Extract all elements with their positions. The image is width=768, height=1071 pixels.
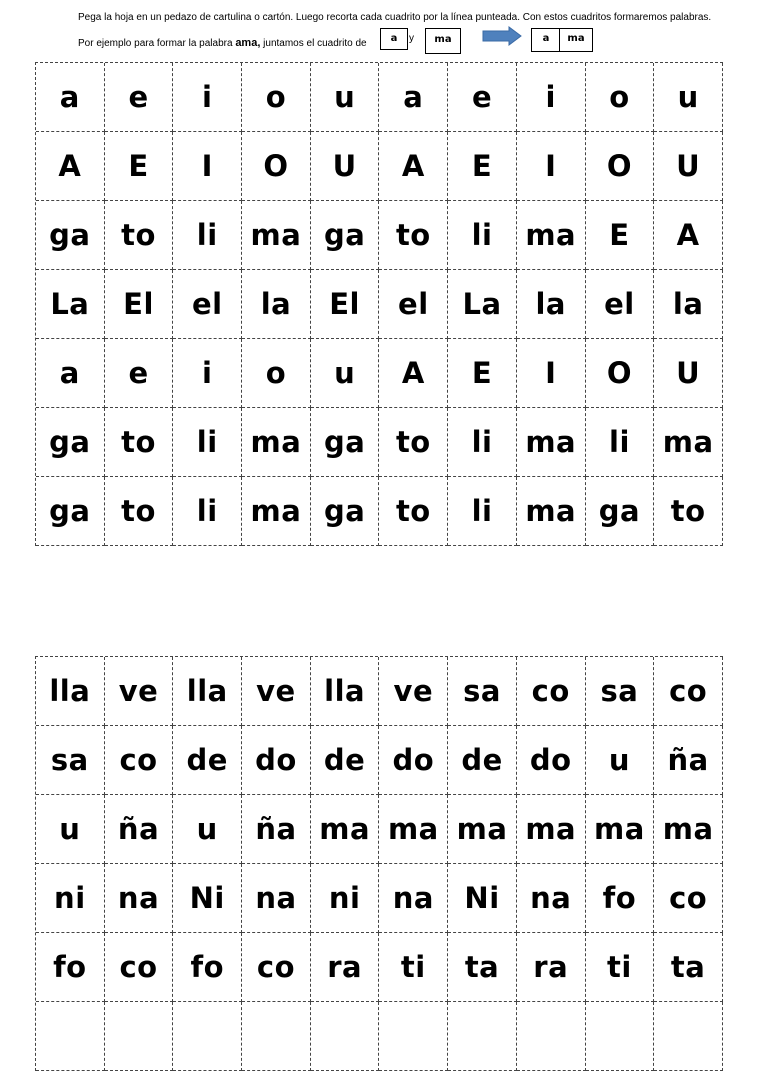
syllable-card: o xyxy=(242,339,311,408)
syllable-card: to xyxy=(379,201,448,270)
syllable-card: e xyxy=(105,339,174,408)
syllable-card: ma xyxy=(242,408,311,477)
syllable-card: fo xyxy=(586,864,655,933)
syllable-card: A xyxy=(654,201,723,270)
syllable-card: ma xyxy=(448,795,517,864)
syllable-card: O xyxy=(586,132,655,201)
syllable-card: fo xyxy=(36,933,105,1002)
syllable-card: U xyxy=(311,132,380,201)
syllable-card: U xyxy=(654,339,723,408)
syllable-card xyxy=(242,1002,311,1071)
syllable-card: ma xyxy=(379,795,448,864)
syllable-card: ve xyxy=(242,657,311,726)
syllable-card: to xyxy=(105,201,174,270)
syllable-card: sa xyxy=(448,657,517,726)
syllable-card: ga xyxy=(36,477,105,546)
syllable-card xyxy=(654,1002,723,1071)
syllable-card: ga xyxy=(36,408,105,477)
syllable-card: to xyxy=(379,477,448,546)
syllable-card: na xyxy=(379,864,448,933)
syllable-card: do xyxy=(242,726,311,795)
syllable-card: u xyxy=(173,795,242,864)
syllable-card: sa xyxy=(36,726,105,795)
syllable-card: a xyxy=(36,339,105,408)
syllable-card: E xyxy=(448,132,517,201)
syllable-card: O xyxy=(586,339,655,408)
syllable-card: ma xyxy=(517,201,586,270)
syllable-card: li xyxy=(448,477,517,546)
syllable-card: ma xyxy=(586,795,655,864)
syllable-card: ma xyxy=(517,408,586,477)
syllable-card xyxy=(36,1002,105,1071)
syllable-card: ña xyxy=(105,795,174,864)
syllable-card: do xyxy=(517,726,586,795)
syllable-card: el xyxy=(379,270,448,339)
syllable-card: li xyxy=(586,408,655,477)
syllable-card: u xyxy=(311,63,380,132)
syllable-card: li xyxy=(448,408,517,477)
syllable-card: ra xyxy=(311,933,380,1002)
syllable-card: ña xyxy=(654,726,723,795)
syllable-card: el xyxy=(173,270,242,339)
syllable-card: E xyxy=(586,201,655,270)
syllable-card xyxy=(517,1002,586,1071)
syllable-card xyxy=(311,1002,380,1071)
syllable-card: i xyxy=(517,63,586,132)
syllable-card: li xyxy=(448,201,517,270)
example-prefix: Por ejemplo para formar la palabra xyxy=(78,38,236,49)
syllable-card: ga xyxy=(36,201,105,270)
syllable-card: li xyxy=(173,408,242,477)
syllable-card: E xyxy=(105,132,174,201)
syllable-card: A xyxy=(379,132,448,201)
syllable-card: ga xyxy=(586,477,655,546)
syllable-card: ma xyxy=(654,408,723,477)
syllable-card: u xyxy=(311,339,380,408)
syllable-card: la xyxy=(517,270,586,339)
syllable-card: na xyxy=(105,864,174,933)
syllable-card: li xyxy=(173,477,242,546)
syllable-card: u xyxy=(586,726,655,795)
syllable-card: I xyxy=(517,132,586,201)
syllable-card: a xyxy=(379,63,448,132)
syllable-card: de xyxy=(448,726,517,795)
result-box-ma: ma xyxy=(559,28,593,52)
syllable-card: co xyxy=(105,933,174,1002)
syllable-card: de xyxy=(173,726,242,795)
syllable-card: e xyxy=(448,63,517,132)
syllable-card: lla xyxy=(311,657,380,726)
syllable-card: U xyxy=(654,132,723,201)
syllable-card: ga xyxy=(311,408,380,477)
syllable-grid-1 xyxy=(35,62,723,546)
syllable-card: ña xyxy=(242,795,311,864)
syllable-card: co xyxy=(105,726,174,795)
syllable-card: to xyxy=(379,408,448,477)
example-box-ma: ma xyxy=(425,28,461,54)
syllable-card: to xyxy=(654,477,723,546)
syllable-card: do xyxy=(379,726,448,795)
syllable-card: a xyxy=(36,63,105,132)
example-box-a: a xyxy=(380,28,408,50)
result-box-a: a xyxy=(531,28,561,52)
syllable-card: La xyxy=(448,270,517,339)
syllable-card xyxy=(105,1002,174,1071)
syllable-card: ma xyxy=(242,201,311,270)
syllable-card: i xyxy=(173,63,242,132)
syllable-card: ve xyxy=(379,657,448,726)
syllable-card: ra xyxy=(517,933,586,1002)
arrow-right-icon xyxy=(482,26,522,46)
syllable-card: co xyxy=(654,864,723,933)
syllable-card: lla xyxy=(173,657,242,726)
syllable-card: ma xyxy=(517,477,586,546)
syllable-card: ti xyxy=(586,933,655,1002)
syllable-card: o xyxy=(586,63,655,132)
syllable-card: la xyxy=(654,270,723,339)
syllable-card: ma xyxy=(242,477,311,546)
syllable-grid-2 xyxy=(35,656,723,1071)
syllable-card xyxy=(379,1002,448,1071)
syllable-card: u xyxy=(654,63,723,132)
syllable-card: fo xyxy=(173,933,242,1002)
syllable-card: de xyxy=(311,726,380,795)
syllable-card: ga xyxy=(311,477,380,546)
syllable-card: El xyxy=(105,270,174,339)
syllable-card: to xyxy=(105,477,174,546)
syllable-card: i xyxy=(173,339,242,408)
syllable-card: o xyxy=(242,63,311,132)
syllable-card: ni xyxy=(36,864,105,933)
syllable-card: I xyxy=(173,132,242,201)
syllable-card: La xyxy=(36,270,105,339)
syllable-card: na xyxy=(242,864,311,933)
syllable-card: co xyxy=(654,657,723,726)
syllable-card xyxy=(448,1002,517,1071)
syllable-card: Ni xyxy=(173,864,242,933)
syllable-card: ti xyxy=(379,933,448,1002)
syllable-card: ta xyxy=(448,933,517,1002)
syllable-card xyxy=(173,1002,242,1071)
syllable-card: ve xyxy=(105,657,174,726)
syllable-card: ma xyxy=(311,795,380,864)
syllable-card: u xyxy=(36,795,105,864)
syllable-card: ni xyxy=(311,864,380,933)
syllable-card: Ni xyxy=(448,864,517,933)
syllable-card: I xyxy=(517,339,586,408)
syllable-card: El xyxy=(311,270,380,339)
syllable-card: el xyxy=(586,270,655,339)
syllable-card: co xyxy=(242,933,311,1002)
syllable-card: ma xyxy=(517,795,586,864)
instruction-line-1: Pega la hoja en un pedazo de cartulina o cartón. Luego recorta cada cuadrito por la línea punteada. Con estos cuadritos formaremos palabras. xyxy=(78,12,712,23)
syllable-card: ta xyxy=(654,933,723,1002)
syllable-card: O xyxy=(242,132,311,201)
example-suffix: juntamos el cuadrito de xyxy=(260,38,367,49)
syllable-card: E xyxy=(448,339,517,408)
syllable-card: ga xyxy=(311,201,380,270)
syllable-card: la xyxy=(242,270,311,339)
syllable-card: A xyxy=(379,339,448,408)
syllable-card: A xyxy=(36,132,105,201)
connector-text: y xyxy=(409,33,414,44)
syllable-card xyxy=(586,1002,655,1071)
syllable-card: e xyxy=(105,63,174,132)
syllable-card: lla xyxy=(36,657,105,726)
syllable-card: sa xyxy=(586,657,655,726)
syllable-card: co xyxy=(517,657,586,726)
example-word: ama, xyxy=(235,37,261,49)
syllable-card: ma xyxy=(654,795,723,864)
syllable-card: to xyxy=(105,408,174,477)
syllable-card: li xyxy=(173,201,242,270)
syllable-card: na xyxy=(517,864,586,933)
instruction-line-2 xyxy=(78,36,367,51)
